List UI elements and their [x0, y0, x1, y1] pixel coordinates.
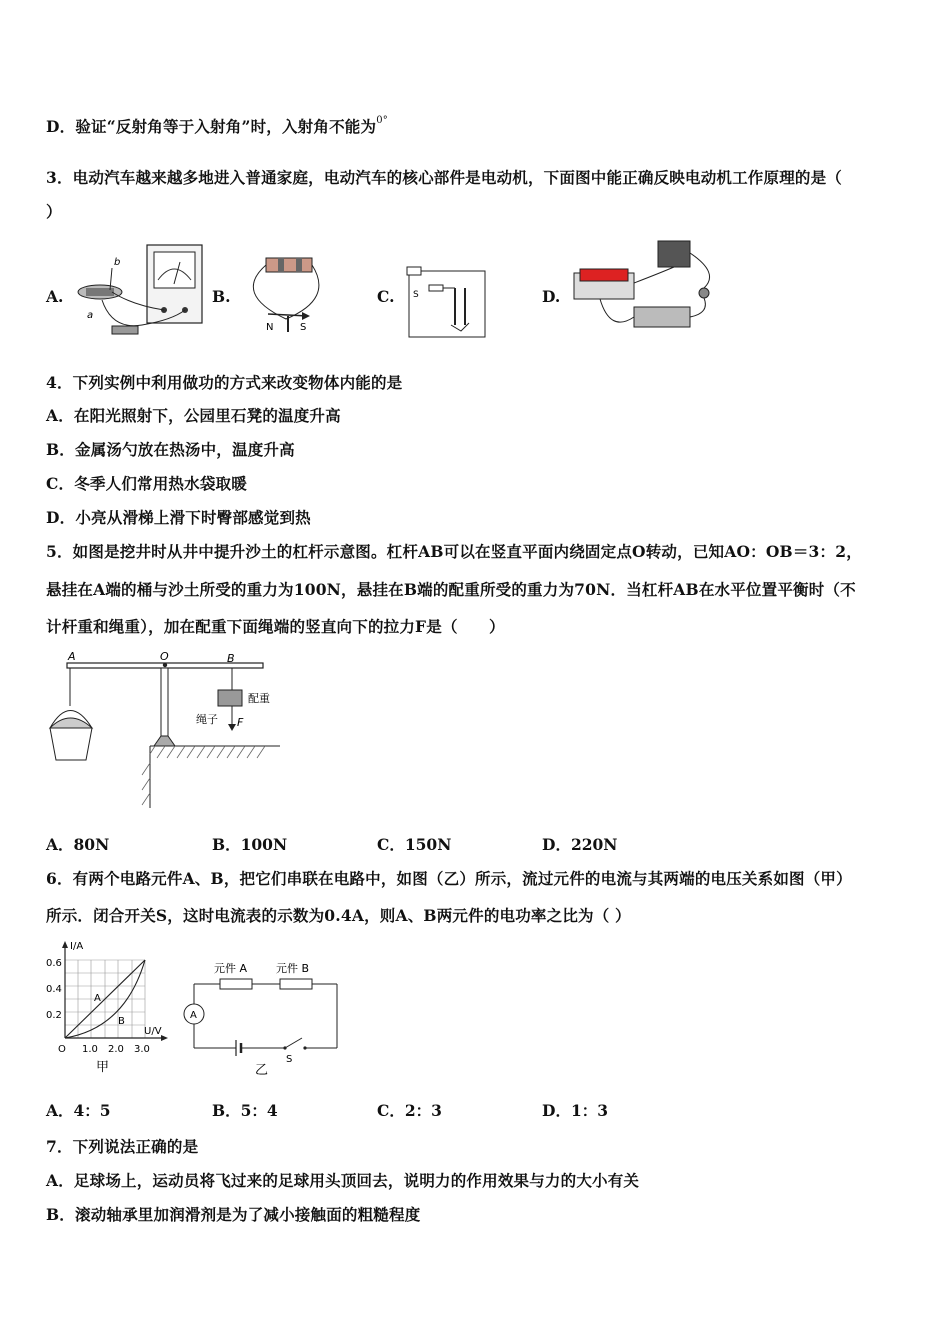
q3-label-d: D. — [542, 287, 561, 306]
q3-figa-label-b: b — [114, 257, 121, 268]
q5-option-d: D．220N — [542, 835, 618, 854]
q6-chart-ytick-06: 0.6 — [46, 958, 62, 969]
q6-chart-xtick-2: 2.0 — [108, 1044, 124, 1055]
q2-option-d: D．验证“反射角等于入射角”时，入射角不能为$^{0^\circ}$ — [46, 115, 388, 136]
q6-chart-origin: O — [58, 1044, 66, 1055]
q3-stem-line1: 3．电动汽车越来越多地进入普通家庭，电动汽车的核心部件是电动机，下面图中能正确反映电动机工作原理的是（ — [46, 168, 842, 187]
q7-option-b: B．滚动轴承里加润滑剂是为了减小接触面的粗糙程度 — [46, 1205, 421, 1224]
q6-option-b: B．5：4 — [212, 1101, 278, 1120]
q5-label-b: B — [227, 652, 235, 665]
q3-stem-line2: ） — [46, 202, 62, 221]
q4-option-d: D．小亮从滑梯上滑下时臀部感觉到热 — [46, 508, 311, 527]
q5-label-rope: 绳子 — [196, 713, 218, 726]
q3-label-c: C. — [377, 287, 395, 306]
q2-option-d-sup: 0° — [376, 115, 388, 126]
q6-chart-xtick-3: 3.0 — [134, 1044, 150, 1055]
q6-circuit-elem-a: 元件 A — [214, 962, 248, 975]
q3-figure-c — [405, 265, 490, 340]
q6-option-d: D．1：3 — [542, 1101, 609, 1120]
q6-iv-chart — [40, 938, 175, 1078]
q7-stem: 7．下列说法正确的是 — [46, 1137, 199, 1156]
q6-chart-curve-b: B — [118, 1016, 125, 1027]
q6-option-a: A．4：5 — [46, 1101, 111, 1120]
q4-option-b: B．金属汤勺放在热汤中，温度升高 — [46, 440, 295, 459]
q6-chart-caption: 甲 — [96, 1060, 110, 1075]
q6-option-c: C．2：3 — [377, 1101, 442, 1120]
q3-figc-s: S — [413, 290, 419, 300]
q6-circuit — [180, 952, 350, 1078]
q5-stem-line1: 5．如图是挖井时从井中提升沙土的杠杆示意图。杠杆AB可以在竖直平面内绕固定点O转动，已知AO：OB＝3：2， — [46, 542, 862, 561]
q6-chart-xtick-1: 1.0 — [82, 1044, 98, 1055]
q3-label-b: B. — [212, 287, 231, 306]
q5-stem-line3: 计杆重和绳重），加在配重下面绳端的竖直向下的拉力F是（ ） — [46, 617, 505, 636]
q6-circuit-elem-b: 元件 B — [276, 962, 310, 975]
q3-label-a: A. — [46, 287, 64, 306]
q6-chart-xlabel: U/V — [144, 1026, 162, 1037]
q6-circuit-switch[interactable]: S — [286, 1054, 293, 1065]
q3-figure-a — [72, 240, 207, 340]
q5-label-a: A — [68, 650, 76, 663]
q3-figb-n: N — [266, 322, 274, 333]
q5-label-f: F — [237, 716, 244, 729]
q3-figure-b — [238, 254, 338, 339]
q5-label-o: O — [160, 650, 169, 663]
q5-label-weight: 配重 — [248, 692, 270, 705]
q5-option-a: A．80N — [46, 835, 110, 854]
q6-chart-ytick-04: 0.4 — [46, 984, 62, 995]
q5-lever-figure — [40, 648, 300, 813]
q5-stem-line2: 悬挂在A端的桶与沙土所受的重力为100N，悬挂在B端的配重所受的重力为70N．当杠杆AB在水平位置平衡时（不 — [46, 580, 856, 599]
q6-chart-curve-a: A — [94, 993, 101, 1004]
q4-stem: 4．下列实例中利用做功的方式来改变物体内能的是 — [46, 373, 403, 392]
q5-option-b: B．100N — [212, 835, 288, 854]
q6-chart-ytick-02: 0.2 — [46, 1010, 62, 1021]
q4-option-a: A．在阳光照射下，公园里石凳的温度升高 — [46, 406, 341, 425]
q4-option-c: C．冬季人们常用热水袋取暖 — [46, 474, 247, 493]
q6-stem-line1: 6．有两个电路元件A、B，把它们串联在电路中，如图（乙）所示，流过元件的电流与其两端的电压关系如图（甲） — [46, 869, 852, 888]
q7-option-a: A．足球场上，运动员将飞过来的足球用头顶回去，说明力的作用效果与力的大小有关 — [46, 1171, 640, 1190]
q6-stem-line2: 所示．闭合开关S，这时电流表的示数为0.4A，则A、B两元件的电功率之比为（ ） — [46, 906, 631, 925]
q5-option-c: C．150N — [377, 835, 452, 854]
q6-chart-ylabel: I/A — [70, 941, 84, 952]
q6-circuit-caption: 乙 — [255, 1063, 269, 1078]
q3-figure-d — [570, 233, 730, 341]
q6-circuit-ammeter[interactable]: A — [190, 1010, 197, 1021]
q3-figb-s: S — [300, 322, 307, 333]
q3-figa-label-a: a — [87, 310, 94, 321]
